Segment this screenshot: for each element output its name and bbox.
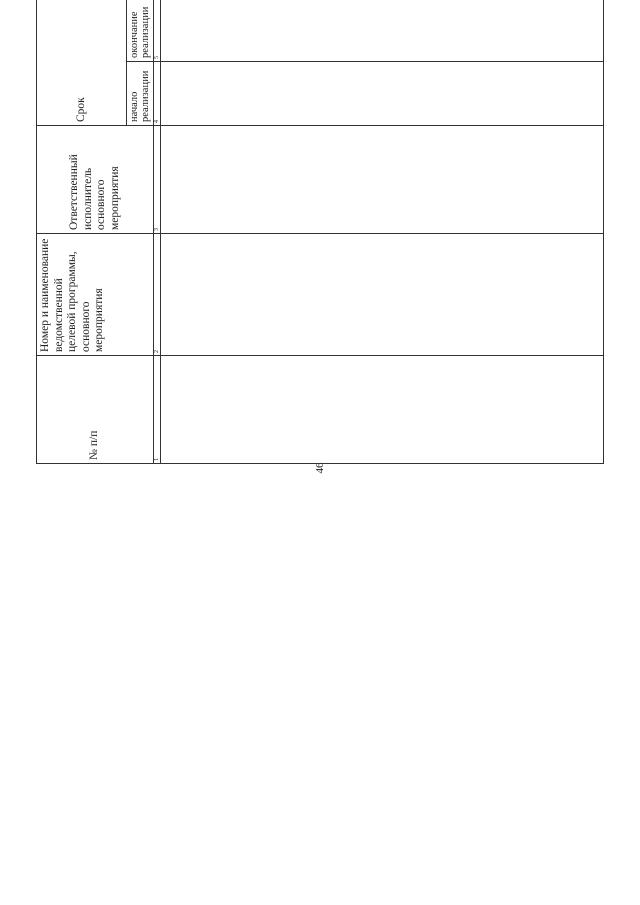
column-numbers-row: [154, 0, 161, 464]
program-table: [36, 0, 604, 464]
header-row: [37, 0, 127, 464]
column-number: 5: [154, 0, 161, 62]
page-number: 46: [314, 462, 326, 474]
cell-end: [161, 0, 604, 62]
header-term: Срок: [37, 0, 127, 126]
column-number: 2: [154, 234, 161, 356]
column-number: 4: [154, 62, 161, 126]
column-number: 1: [154, 356, 161, 464]
table-row: [161, 0, 604, 464]
cell-responsible: [161, 126, 604, 234]
rotated-table-container: [36, 0, 604, 464]
header-end: окончание реализации: [127, 0, 154, 62]
column-number: 3: [154, 126, 161, 234]
header-start: начало реализации: [127, 62, 154, 126]
cell-program-name: [161, 234, 604, 356]
cell-number: [161, 356, 604, 464]
header-responsible: Ответственный исполнитель основного мероприятия: [37, 126, 154, 234]
header-program-name: Номер и наименование ведомственной целевой программы, основного мероприятия: [37, 234, 154, 356]
cell-start: [161, 62, 604, 126]
header-number: № п/п: [37, 356, 154, 464]
